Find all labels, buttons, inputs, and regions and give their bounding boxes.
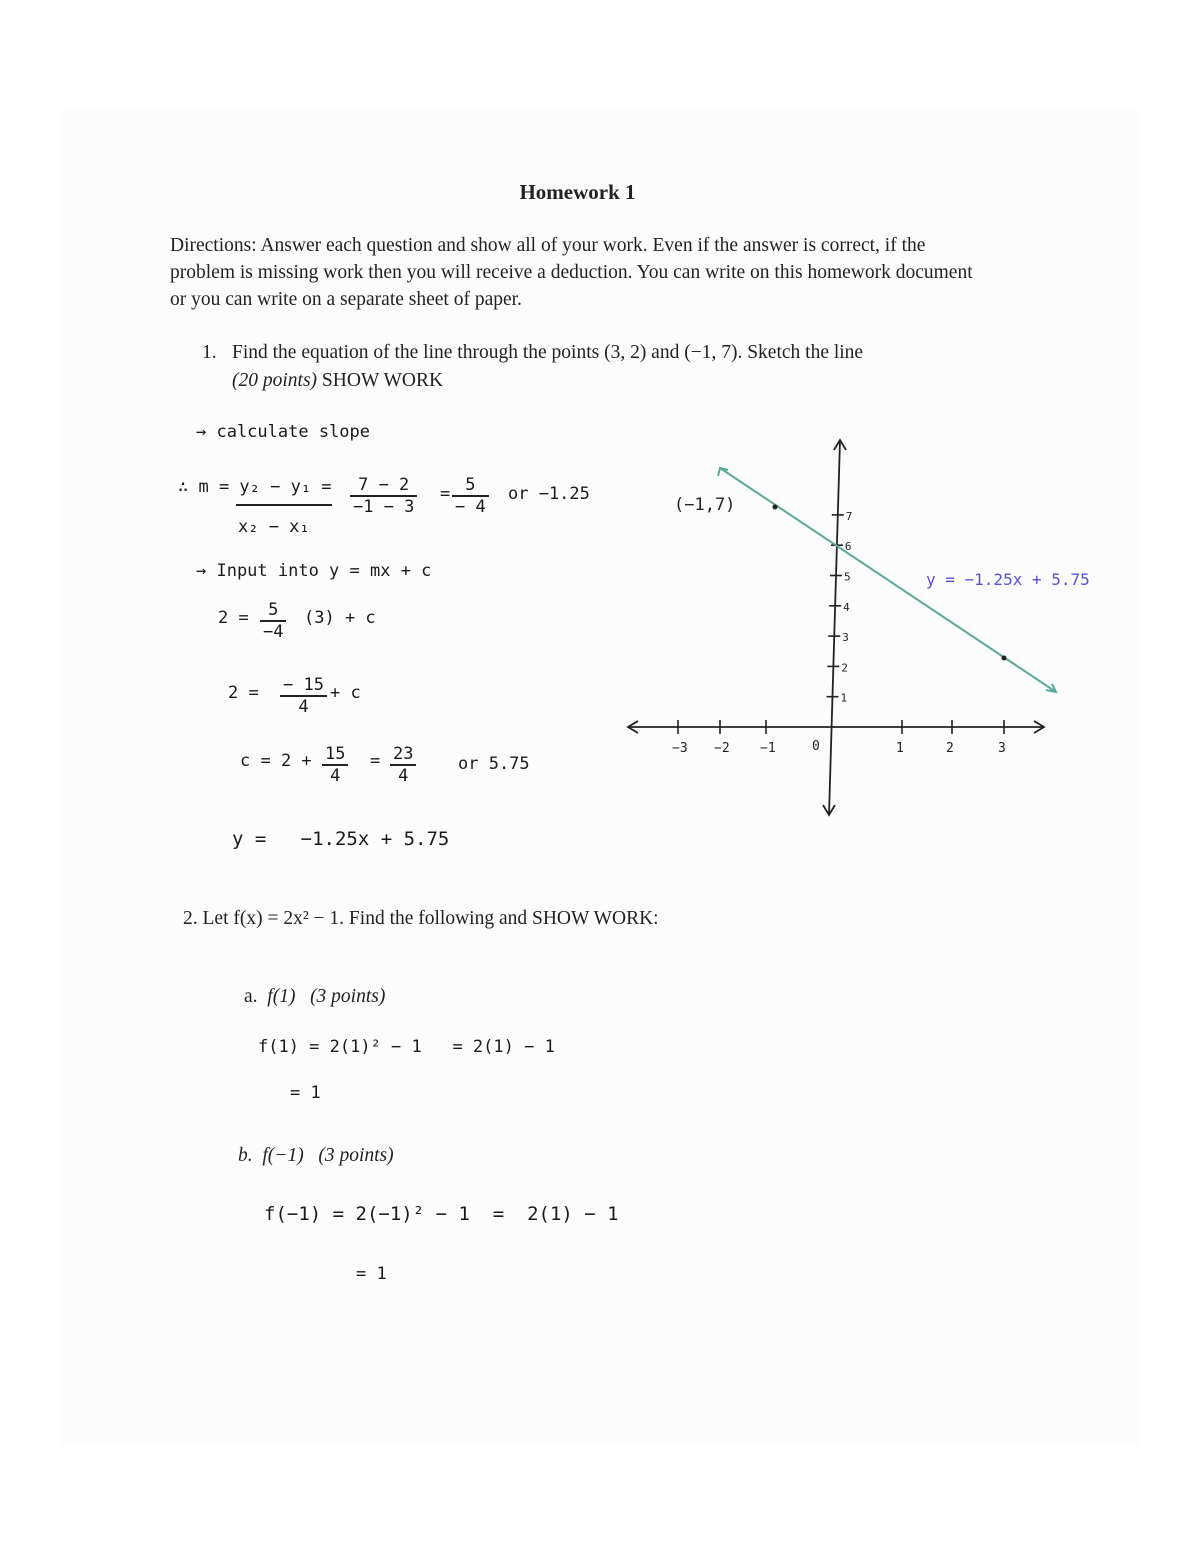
fm1-work-line1: f(−1) = 2(−1)² − 1 = 2(1) − 1: [264, 1203, 619, 1225]
work-step-calculate-slope: → calculate slope: [196, 422, 370, 442]
question-2a-points: (3 points): [310, 986, 386, 1007]
line3-fraction-1: [322, 744, 348, 786]
line3-denominator-1: 4: [330, 766, 341, 786]
slope-equals: =: [440, 484, 451, 504]
point-3-2: [1002, 656, 1007, 661]
x-tick-label: 3: [998, 741, 1006, 756]
line3-denominator-2: 4: [398, 766, 409, 786]
line2-rhs: + c: [330, 683, 361, 703]
question-2b-expr: f(−1): [262, 1145, 304, 1166]
page-title: Homework 1: [519, 180, 636, 204]
slope-fraction-2-denominator: − 4: [455, 497, 486, 517]
f1-work-line1: f(1) = 2(1)² − 1 = 2(1) − 1: [258, 1037, 555, 1057]
y-tick-label: 2: [841, 661, 848, 675]
line1-lhs: 2 =: [218, 608, 249, 628]
line2-fraction: [280, 675, 327, 717]
slope-formula-lhs: ∴ m = y₂ − y₁ =: [178, 477, 332, 497]
question-2b-points: (3 points): [318, 1145, 394, 1166]
slope-fraction-1: [350, 475, 417, 517]
equation-label: y = −1.25x + 5.75: [926, 570, 1090, 589]
line3-fraction-2: [390, 744, 416, 786]
slope-formula-denominator: x₂ − x₁: [238, 517, 310, 537]
x-tick-label: 2: [946, 741, 954, 756]
y-tick-label: 7: [845, 509, 853, 523]
line1-fraction: [260, 600, 286, 642]
x-tick-label: −3: [672, 741, 688, 756]
line1-numerator: 5: [260, 600, 286, 622]
question-1-points: [232, 367, 443, 395]
line3-decimal: or 5.75: [458, 754, 530, 774]
question-2b-label: b.: [238, 1145, 253, 1166]
question-2-number: 2.: [183, 908, 198, 929]
line2-numerator: − 15: [280, 675, 327, 697]
question-1-number: 1.: [202, 342, 217, 363]
directions-text: Directions: Answer each question and show all of your work. Even if the answer is correct, if the problem is missing work then you will receive a deduction. You can write on this homework document or you can write on a separate sheet of paper.: [170, 235, 973, 310]
slope-fraction-2-numerator: 5: [452, 475, 489, 497]
question-1-text: Find the equation of the line through the points (3, 2) and (−1, 7). Sketch the line: [232, 342, 864, 363]
point-label: (−1,7): [674, 495, 736, 515]
fm1-work-line2: = 1: [356, 1264, 387, 1284]
slope-formula-fraction-bar: [236, 504, 332, 506]
x-tick-label: −2: [714, 741, 730, 756]
question-2a: [244, 986, 385, 1008]
y-axis: [829, 440, 840, 815]
line2-lhs: 2 =: [228, 683, 259, 703]
y-tick-label: 3: [842, 631, 849, 645]
y-tick-label: 6: [844, 540, 852, 554]
work-step-input: → Input into y = mx + c: [196, 561, 432, 581]
x-tick-label: −1: [760, 741, 776, 756]
x-tick-label: 0: [812, 739, 820, 754]
line3-equals: =: [370, 751, 381, 771]
line3-lhs: c = 2 +: [240, 751, 312, 771]
line3-numerator-1: 15: [322, 744, 348, 766]
line-sketch-graph: [600, 430, 1120, 825]
question-1-points-value: (20 points): [232, 370, 318, 391]
slope-decimal: or −1.25: [508, 484, 590, 504]
slope-fraction-1-numerator: 7 − 2: [350, 475, 417, 497]
question-2-text: Let f(x) = 2x² − 1. Find the following and SHOW WORK:: [202, 908, 659, 929]
line2-denominator: 4: [298, 697, 309, 717]
f1-work-line2: = 1: [290, 1083, 321, 1103]
y-tick-label: 4: [843, 600, 850, 614]
slope-fraction-2: [452, 475, 489, 517]
question-2: [183, 908, 659, 930]
y-tick-label: 5: [844, 570, 851, 584]
line3-numerator-2: 23: [390, 744, 416, 766]
x-ticks: [672, 720, 1006, 756]
question-1-show-work: SHOW WORK: [321, 370, 444, 391]
question-2b: [238, 1145, 394, 1167]
point-minus1-7: [773, 505, 778, 510]
line1-rhs: (3) + c: [304, 608, 376, 628]
y-ticks: [826, 510, 852, 705]
question-2a-expr: f(1): [267, 986, 296, 1007]
slope-fraction-1-denominator: −1 − 3: [353, 497, 415, 517]
question-2a-label: a.: [244, 986, 258, 1007]
x-tick-label: 1: [896, 741, 904, 756]
line1-denominator: −4: [263, 622, 284, 642]
final-equation: y = −1.25x + 5.75: [232, 828, 450, 850]
y-tick-label: 1: [840, 691, 848, 705]
